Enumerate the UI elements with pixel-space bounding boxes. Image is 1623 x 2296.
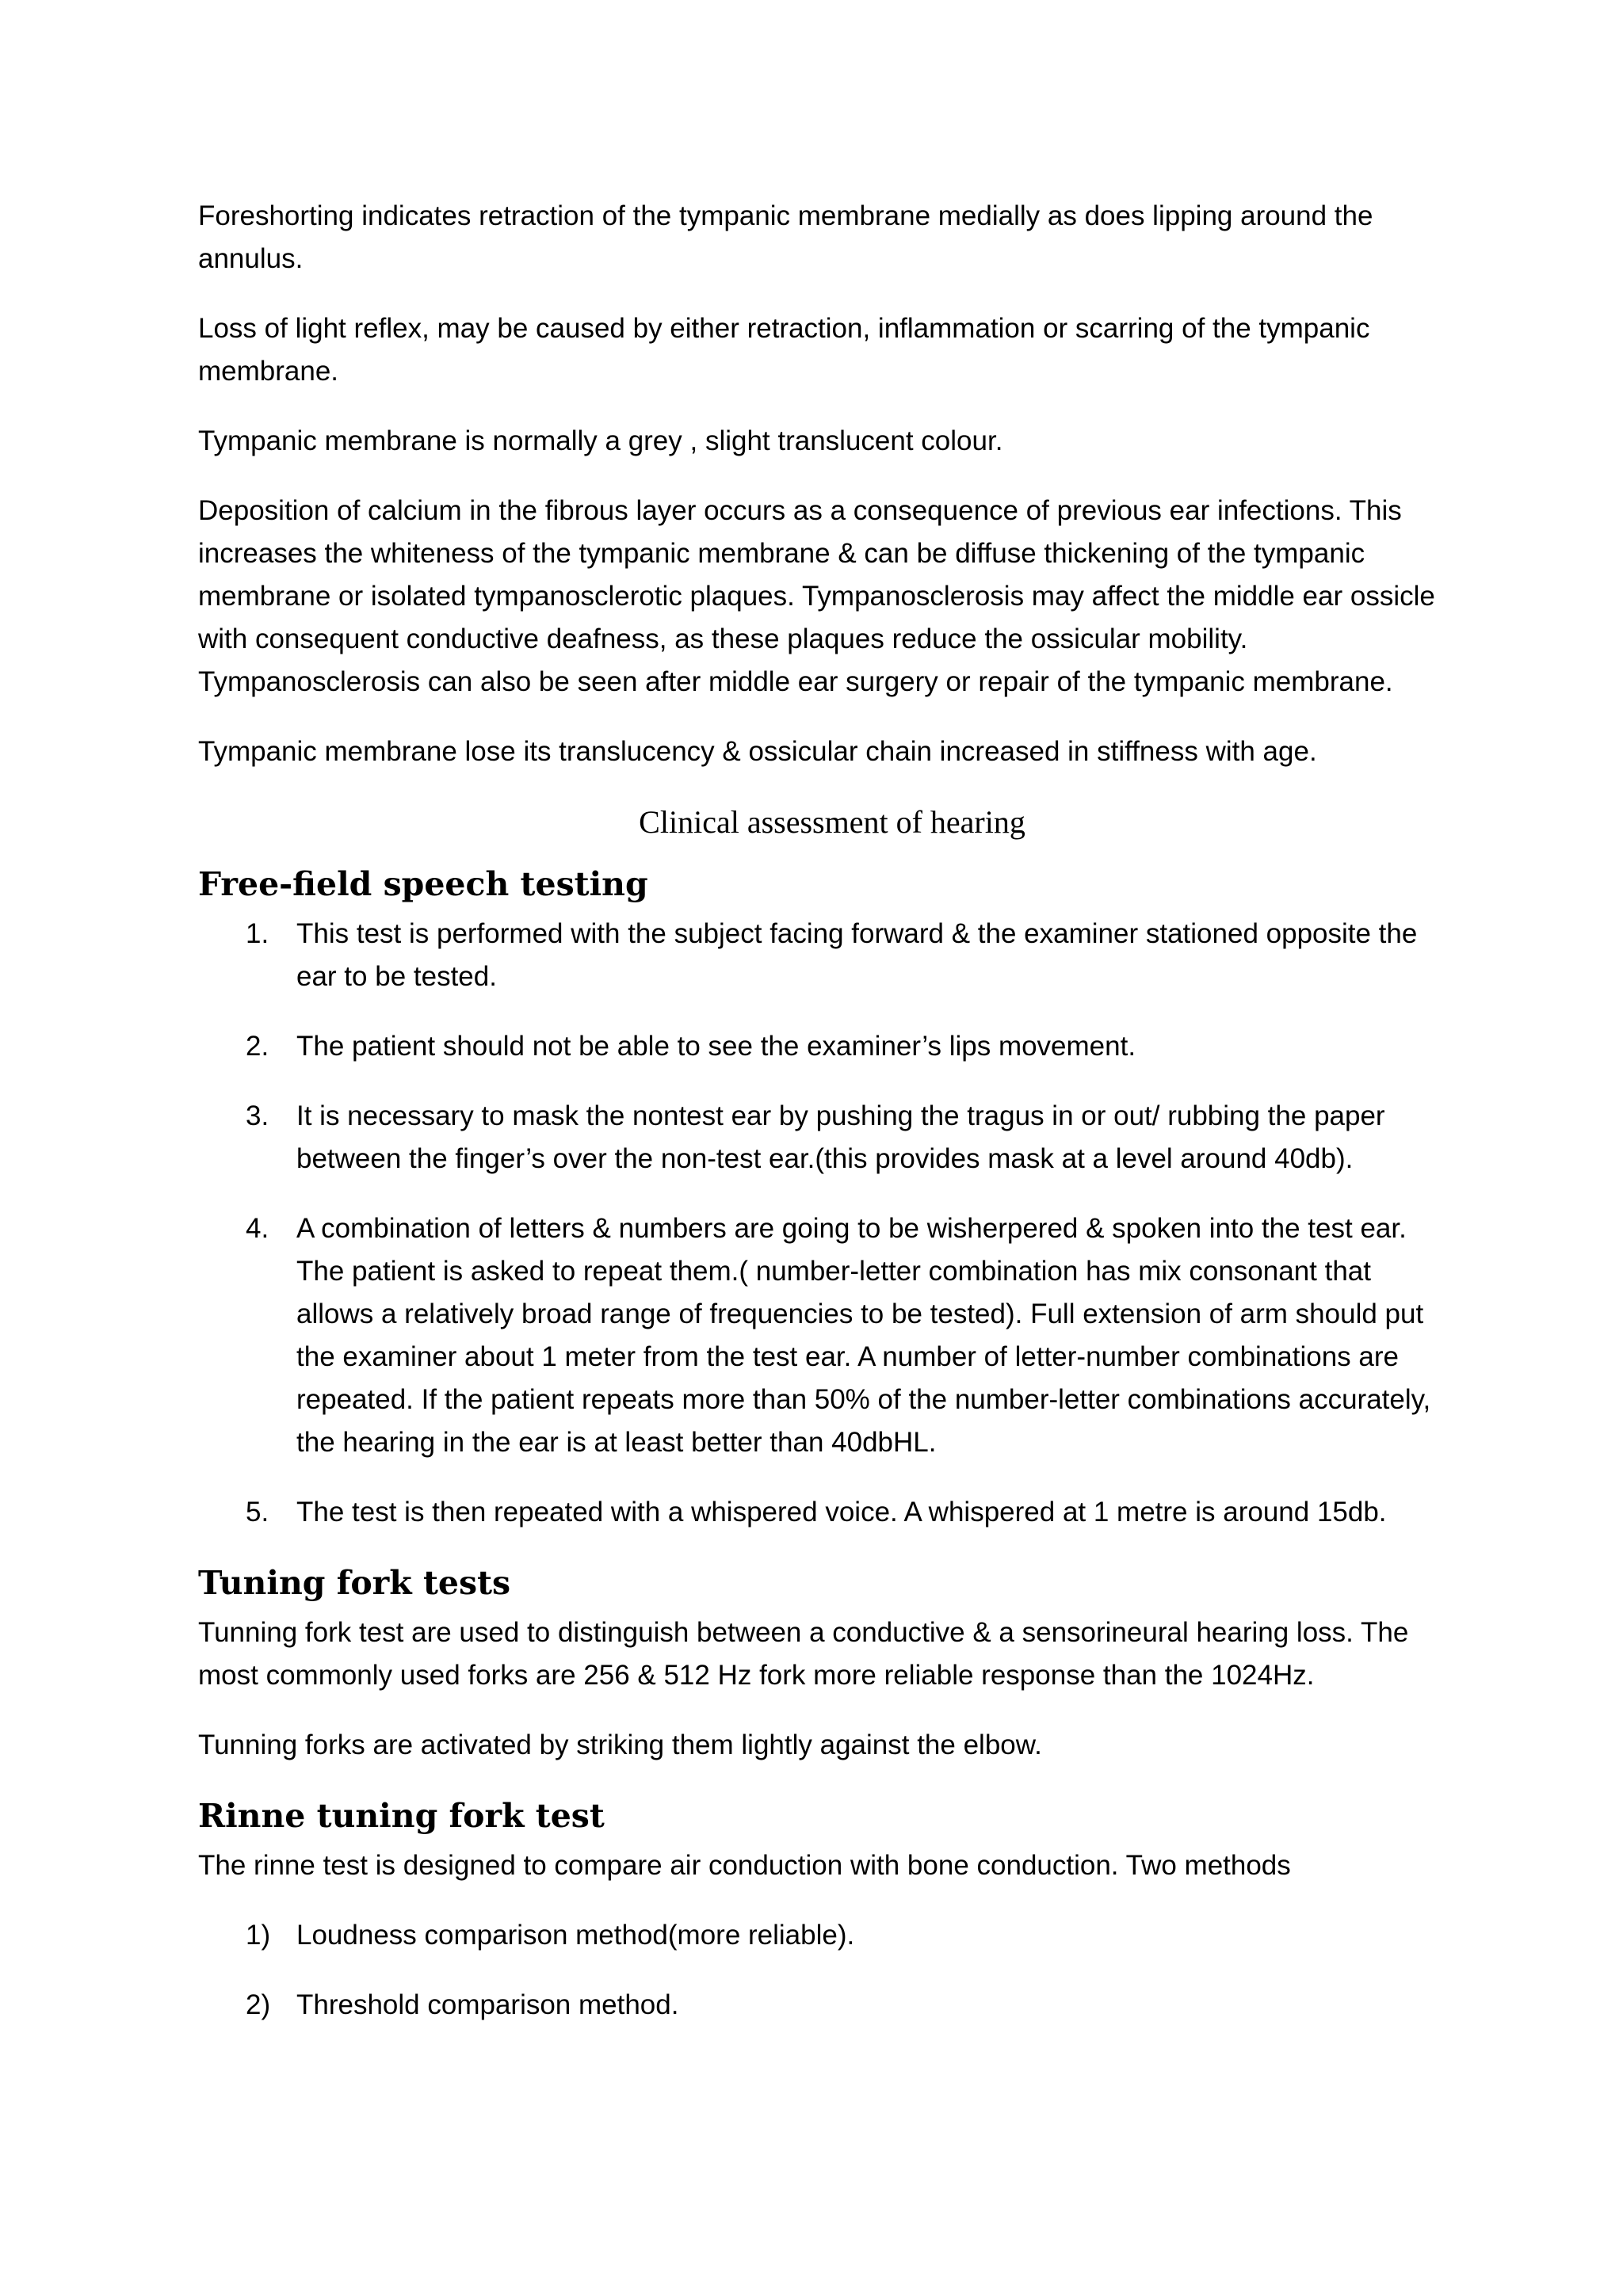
- list-item-text: A combination of letters & numbers are going to be wisherpered & spoken into the test ear. The patient is asked to repeat them.( number-letter combination has mix consonant that allows a relatively broad range of frequencies to be tested). Full extension of arm should put the examiner about 1 meter from the test ear. A number of letter-number combinations are repeated. If the patient repeats more than 50% of the number-letter combinations accurately, the hearing in the ear is at least better than 40dbHL.: [296, 1213, 1431, 1458]
- section-title-clinical-assessment: Clinical assessment of hearing: [639, 804, 1025, 840]
- paragraph-membrane-colour: Tympanic membrane is normally a grey , slight translucent colour.: [198, 425, 1003, 456]
- list-item-text: This test is performed with the subject facing forward & the examiner stationed opposite the ear to be tested.: [296, 918, 1418, 992]
- heading-tuning-fork-tests: Tuning fork tests: [198, 1564, 511, 1602]
- list-item-text: The patient should not be able to see the examiner’s lips movement.: [296, 1031, 1136, 1062]
- list-item-number: 2.: [246, 1031, 269, 1062]
- list-item-text: It is necessary to mask the nontest ear by pushing the tragus in or out/ rubbing the paper between the finger’s over the non-test ear.(this provides mask at a level around 40db).: [296, 1100, 1385, 1174]
- list-item-number: 5.: [246, 1497, 269, 1527]
- list-item: [198, 913, 1442, 998]
- paragraph-light-reflex: Loss of light reflex, may be caused by either retraction, inflammation or scarring of the tympanic membrane.: [198, 313, 1370, 387]
- list-item-text: Loudness comparison method(more reliable).: [296, 1920, 855, 1951]
- heading-rinne-tuning-fork-test: Rinne tuning fork test: [198, 1797, 605, 1835]
- free-field-steps-list: [198, 913, 1442, 1534]
- paragraph-foreshorting: Foreshorting indicates retraction of the tympanic membrane medially as does lipping around the annulus.: [198, 200, 1373, 274]
- list-item: [198, 1207, 1442, 1464]
- list-item-text: The test is then repeated with a whispered voice. A whispered at 1 metre is around 15db.: [296, 1497, 1387, 1527]
- heading-free-field-speech-testing: Free-field speech testing: [198, 865, 648, 903]
- paragraph-tympanosclerosis: Deposition of calcium in the fibrous layer occurs as a consequence of previous ear infections. This increases the whiteness of the tympanic membrane & can be diffuse thickening of the tympanic membrane or isolated tympanosclerotic plaques. Tympanosclerosis may affect the middle ear ossicle with consequent conductive deafness, as these plaques reduce the ossicular mobility. Tympanosclerosis can also be seen after middle ear surgery or repair of the tympanic membrane.: [198, 495, 1435, 697]
- list-item-number: 2): [246, 1989, 271, 2020]
- document-page: [198, 195, 1442, 2054]
- list-item-number: 3.: [246, 1100, 269, 1131]
- paragraph-tuning-fork-purpose: Tunning fork test are used to distinguish between a conductive & a sensorineural hearing loss. The most commonly used forks are 256 & 512 Hz fork more reliable response than the 1024Hz.: [198, 1617, 1409, 1691]
- list-item: [198, 1984, 1442, 2027]
- list-item: [198, 1491, 1442, 1534]
- paragraph-age-changes: Tympanic membrane lose its translucency & ossicular chain increased in stiffness with age.: [198, 736, 1317, 767]
- list-item: [198, 1095, 1442, 1180]
- list-item-text: Threshold comparison method.: [296, 1989, 679, 2020]
- paragraph-tuning-fork-activation: Tunning forks are activated by striking them lightly against the elbow.: [198, 1730, 1042, 1760]
- rinne-methods-list: [198, 1914, 1442, 2027]
- list-item-number: 1): [246, 1920, 271, 1951]
- list-item: [198, 1914, 1442, 1957]
- list-item-number: 1.: [246, 918, 269, 949]
- list-item: [198, 1025, 1442, 1068]
- paragraph-rinne-intro: The rinne test is designed to compare air conduction with bone conduction. Two methods: [198, 1850, 1291, 1881]
- list-item-number: 4.: [246, 1213, 269, 1244]
